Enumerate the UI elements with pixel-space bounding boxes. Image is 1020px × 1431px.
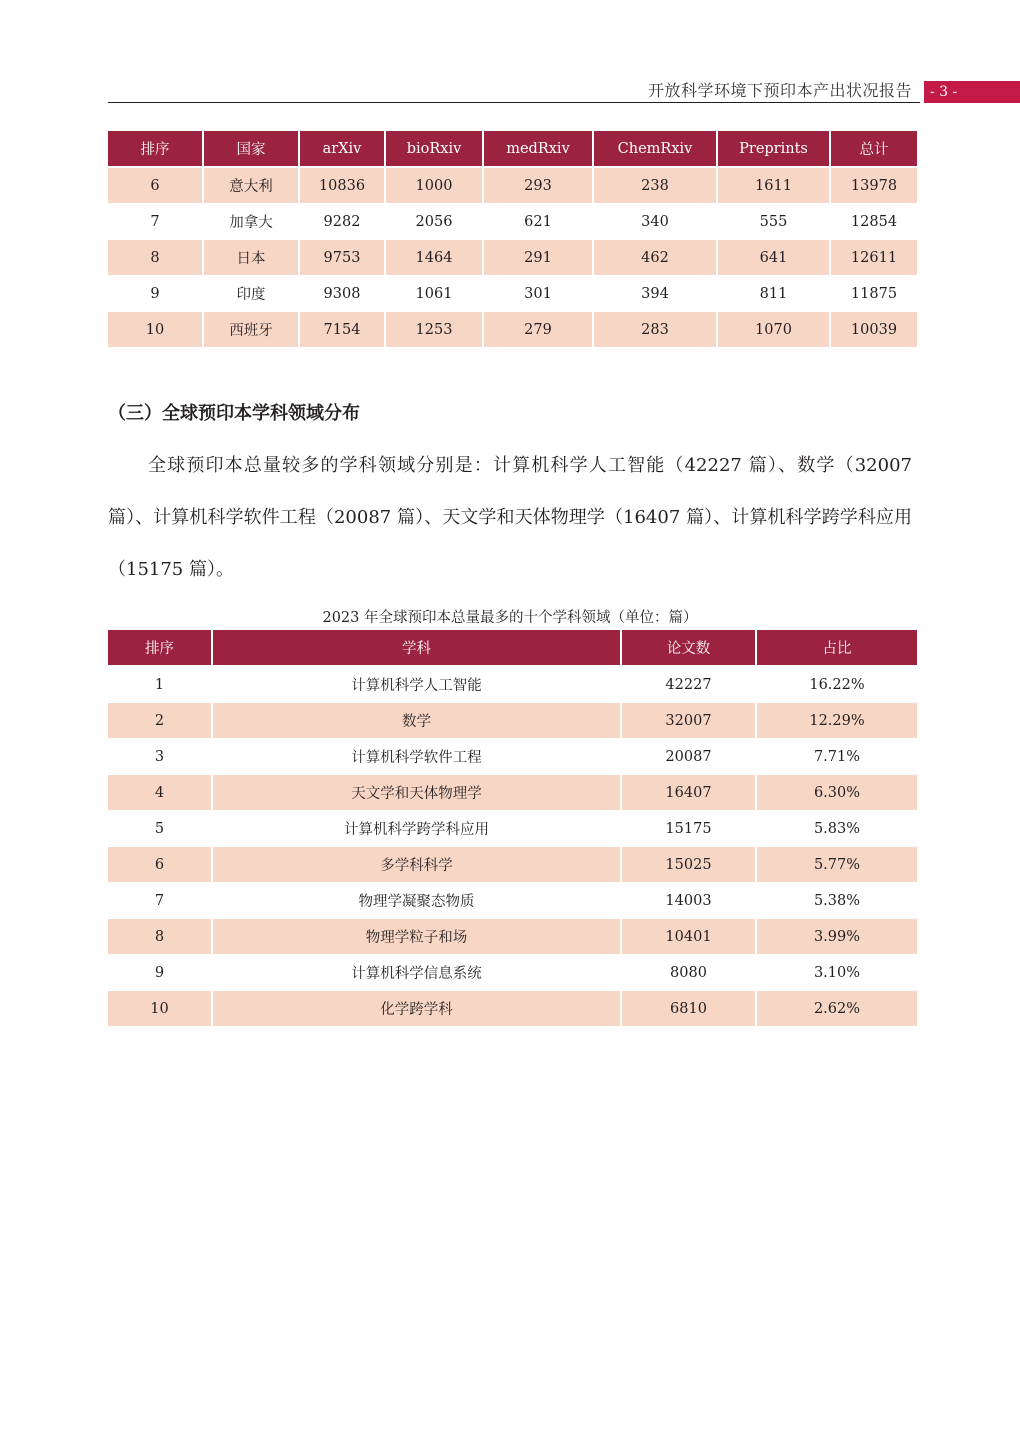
table-cell: 5.38% — [757, 883, 917, 919]
table-cell: 2 — [108, 703, 211, 739]
table-cell: 42227 — [622, 667, 755, 703]
table-cell: 9282 — [300, 204, 384, 240]
table-cell: 1061 — [386, 276, 482, 312]
table-cell: 8 — [108, 919, 211, 955]
table-cell: 15175 — [622, 811, 755, 847]
page-number-tab: - 3 - — [924, 81, 1020, 103]
table-cell: 16407 — [622, 775, 755, 811]
table-cell: 462 — [594, 240, 716, 276]
table-cell: 811 — [718, 276, 829, 312]
table-cell: 7 — [108, 883, 211, 919]
table-cell: 291 — [484, 240, 592, 276]
subject-field-table — [106, 630, 919, 1027]
table-cell: 9308 — [300, 276, 384, 312]
table-cell: 意大利 — [204, 168, 298, 204]
table-cell: 1464 — [386, 240, 482, 276]
table-cell: 10039 — [831, 312, 917, 348]
table-cell: 8080 — [622, 955, 755, 991]
section-heading: （三）全球预印本学科领域分布 — [108, 403, 360, 424]
table-row — [108, 775, 917, 811]
column-header-medrxiv: medRxiv — [484, 131, 592, 168]
table-cell: 1253 — [386, 312, 482, 348]
running-header-title: 开放科学环境下预印本产出状况报告 — [647, 81, 912, 100]
table-row — [108, 240, 917, 276]
table-row — [108, 276, 917, 312]
column-header-share: 占比 — [757, 630, 917, 667]
table-cell: 7 — [108, 204, 202, 240]
table-cell: 641 — [718, 240, 829, 276]
table-cell: 7.71% — [757, 739, 917, 775]
column-header-paper-count: 论文数 — [622, 630, 755, 667]
country-preprint-table — [106, 131, 919, 348]
table-cell: 555 — [718, 204, 829, 240]
table-cell: 10 — [108, 312, 202, 348]
table-cell: 印度 — [204, 276, 298, 312]
table-cell: 1000 — [386, 168, 482, 204]
table-cell: 7154 — [300, 312, 384, 348]
table-cell: 1070 — [718, 312, 829, 348]
table-row — [108, 991, 917, 1027]
body-paragraph: 全球预印本总量较多的学科领域分别是：计算机科学人工智能（42227 篇）、数学（32007 篇）、计算机科学软件工程（20087 篇）、天文学和天体物理学（16407 篇）、计算机科学跨学科应用（15175 篇）。 — [108, 455, 912, 580]
table-cell: 3 — [108, 739, 211, 775]
table-cell: 数学 — [213, 703, 620, 739]
table-cell: 计算机科学信息系统 — [213, 955, 620, 991]
table-cell: 10401 — [622, 919, 755, 955]
table-cell: 20087 — [622, 739, 755, 775]
table-cell: 9 — [108, 955, 211, 991]
table-cell: 8 — [108, 240, 202, 276]
table-cell: 238 — [594, 168, 716, 204]
table-header-row — [108, 630, 917, 667]
table-cell: 6 — [108, 847, 211, 883]
table-row — [108, 168, 917, 204]
table-cell: 日本 — [204, 240, 298, 276]
table-cell: 3.10% — [757, 955, 917, 991]
table-cell: 293 — [484, 168, 592, 204]
table-cell: 1 — [108, 667, 211, 703]
table-row — [108, 739, 917, 775]
table-cell: 9753 — [300, 240, 384, 276]
table-cell: 13978 — [831, 168, 917, 204]
table-cell: 物理学粒子和场 — [213, 919, 620, 955]
table-cell: 1611 — [718, 168, 829, 204]
table-caption: 2023 年全球预印本总量最多的十个学科领域（单位：篇） — [322, 610, 698, 626]
table-cell: 加拿大 — [204, 204, 298, 240]
column-header-arxiv: arXiv — [300, 131, 384, 168]
table-cell: 5.77% — [757, 847, 917, 883]
table-cell: 394 — [594, 276, 716, 312]
table-cell: 物理学凝聚态物质 — [213, 883, 620, 919]
column-header-chemrxiv: ChemRxiv — [594, 131, 716, 168]
table-cell: 16.22% — [757, 667, 917, 703]
table-cell: 2.62% — [757, 991, 917, 1027]
table-cell: 621 — [484, 204, 592, 240]
table-row — [108, 955, 917, 991]
table-cell: 10 — [108, 991, 211, 1027]
table-cell: 279 — [484, 312, 592, 348]
table-cell: 6.30% — [757, 775, 917, 811]
column-header-subject: 学科 — [213, 630, 620, 667]
table-cell: 5 — [108, 811, 211, 847]
column-header-total: 总计 — [831, 131, 917, 168]
table-row — [108, 811, 917, 847]
table-cell: 14003 — [622, 883, 755, 919]
table-cell: 283 — [594, 312, 716, 348]
table-cell: 3.99% — [757, 919, 917, 955]
table-row — [108, 204, 917, 240]
table-row — [108, 883, 917, 919]
table-row — [108, 919, 917, 955]
table-cell: 计算机科学跨学科应用 — [213, 811, 620, 847]
table-row — [108, 667, 917, 703]
table-cell: 西班牙 — [204, 312, 298, 348]
table-cell: 2056 — [386, 204, 482, 240]
table-cell: 计算机科学软件工程 — [213, 739, 620, 775]
table-cell: 12611 — [831, 240, 917, 276]
table-cell: 301 — [484, 276, 592, 312]
table-cell: 340 — [594, 204, 716, 240]
column-header-rank: 排序 — [108, 630, 211, 667]
table-cell: 32007 — [622, 703, 755, 739]
table-cell: 6810 — [622, 991, 755, 1027]
table-row — [108, 847, 917, 883]
table-row — [108, 312, 917, 348]
table-cell: 多学科科学 — [213, 847, 620, 883]
table-cell: 计算机科学人工智能 — [213, 667, 620, 703]
table-row — [108, 703, 917, 739]
table-cell: 4 — [108, 775, 211, 811]
header-rule — [108, 102, 920, 103]
table-cell: 11875 — [831, 276, 917, 312]
table-cell: 5.83% — [757, 811, 917, 847]
column-header-rank: 排序 — [108, 131, 202, 168]
column-header-country: 国家 — [204, 131, 298, 168]
table-cell: 12.29% — [757, 703, 917, 739]
table-cell: 6 — [108, 168, 202, 204]
table-header-row — [108, 131, 917, 168]
table-cell: 15025 — [622, 847, 755, 883]
column-header-biorxiv: bioRxiv — [386, 131, 482, 168]
column-header-preprints: Preprints — [718, 131, 829, 168]
table-cell: 天文学和天体物理学 — [213, 775, 620, 811]
table-cell: 化学跨学科 — [213, 991, 620, 1027]
table-cell: 9 — [108, 276, 202, 312]
table-cell: 10836 — [300, 168, 384, 204]
table-cell: 12854 — [831, 204, 917, 240]
